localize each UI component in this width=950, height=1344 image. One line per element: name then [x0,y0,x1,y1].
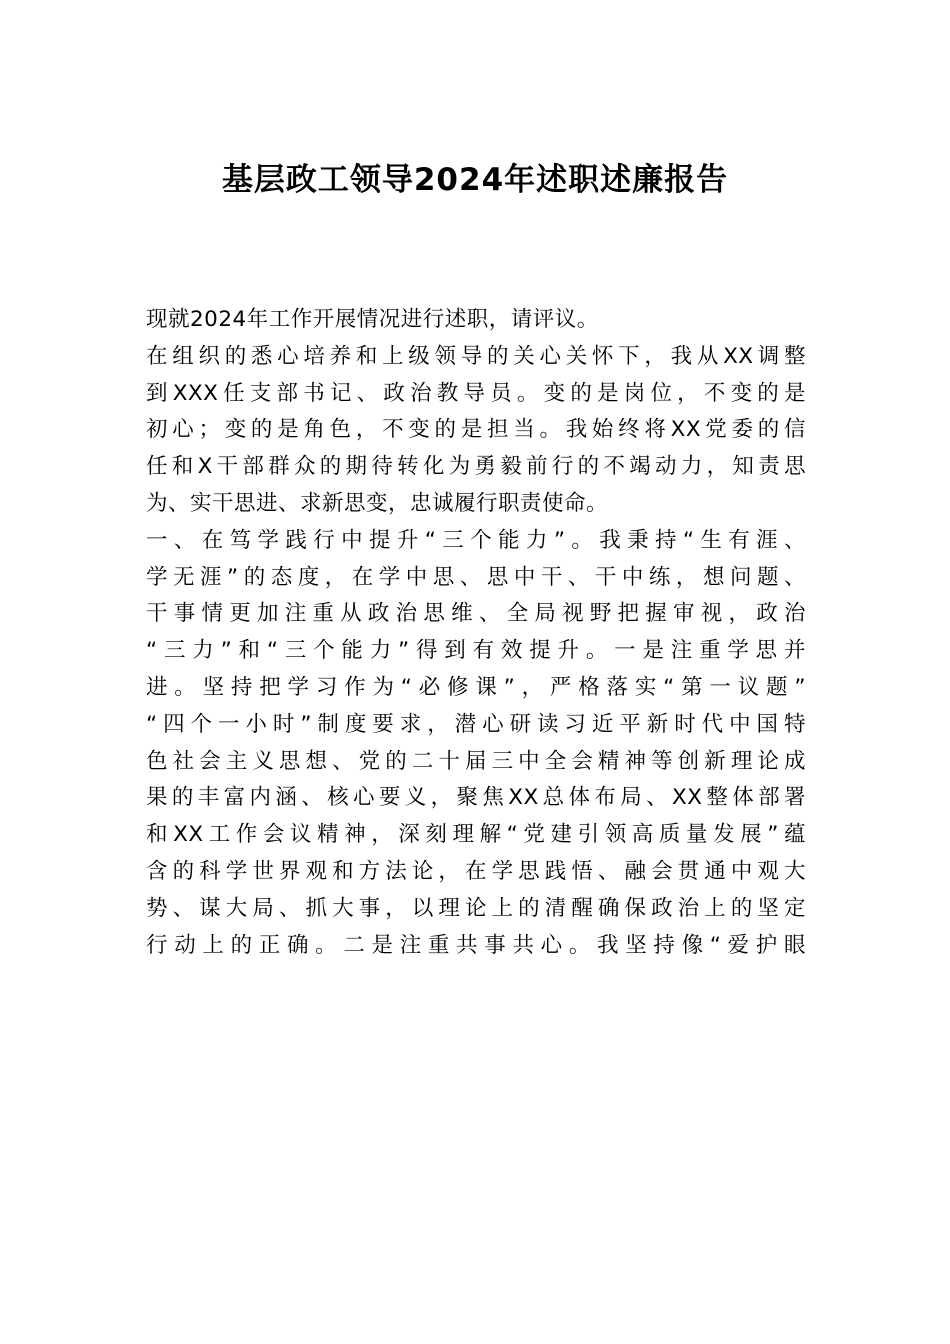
paragraph-line: 色社会主义思想、党的二十届三中全会精神等创新理论成 [146,748,806,774]
paragraph-line: 含的科学世界观和方法论，在学思践悟、融会贯通中观大 [146,858,806,884]
paragraph-line: 干事情更加注重从政治思维、全局视野把握审视，政治 [146,601,806,627]
paragraph-line: 果的丰富内涵、核心要义，聚焦XX总体布局、XX整体部署 [146,785,806,811]
paragraph-line: 任和X干部群众的期待转化为勇毅前行的不竭动力，知责思 [146,454,806,480]
paragraph-line: 为、实干思进、求新思变，忠诚履行职责使命。 [146,490,609,516]
paragraph-line: 势、谋大局、抓大事，以理论上的清醒确保政治上的坚定 [146,895,806,921]
document-body [146,302,806,964]
paragraph-line: 一、在笃学践行中提升“三个能力”。我秉持“生有涯、 [146,527,806,553]
paragraph-line: 学无涯”的态度，在学中思、思中干、干中练，想问题、 [146,564,806,590]
paragraph-line: 和XX工作会议精神，深刻理解“党建引领高质量发展”蕴 [146,822,806,848]
paragraph-line: “三力”和“三个能力”得到有效提升。一是注重学思并 [146,638,806,664]
paragraph-line: 到XXX任支部书记、政治教导员。变的是岗位，不变的是 [146,380,806,406]
paragraph-line: 初心；变的是角色，不变的是担当。我始终将XX党委的信 [146,417,806,443]
paragraph-line: 进。坚持把学习作为“必修课”，严格落实“第一议题” [146,674,806,700]
paragraph-line: 现就2024年工作开展情况进行述职，请评议。 [146,307,599,332]
document-title: 基层政工领导2024年述职述廉报告 [221,162,729,198]
paragraph-line: “四个一小时”制度要求，潜心研读习近平新时代中国特 [146,711,806,737]
paragraph-line: 在组织的悉心培养和上级领导的关心关怀下，我从XX调整 [146,343,806,369]
paragraph-line: 行动上的正确。二是注重共事共心。我坚持像“爱护眼 [146,932,806,958]
